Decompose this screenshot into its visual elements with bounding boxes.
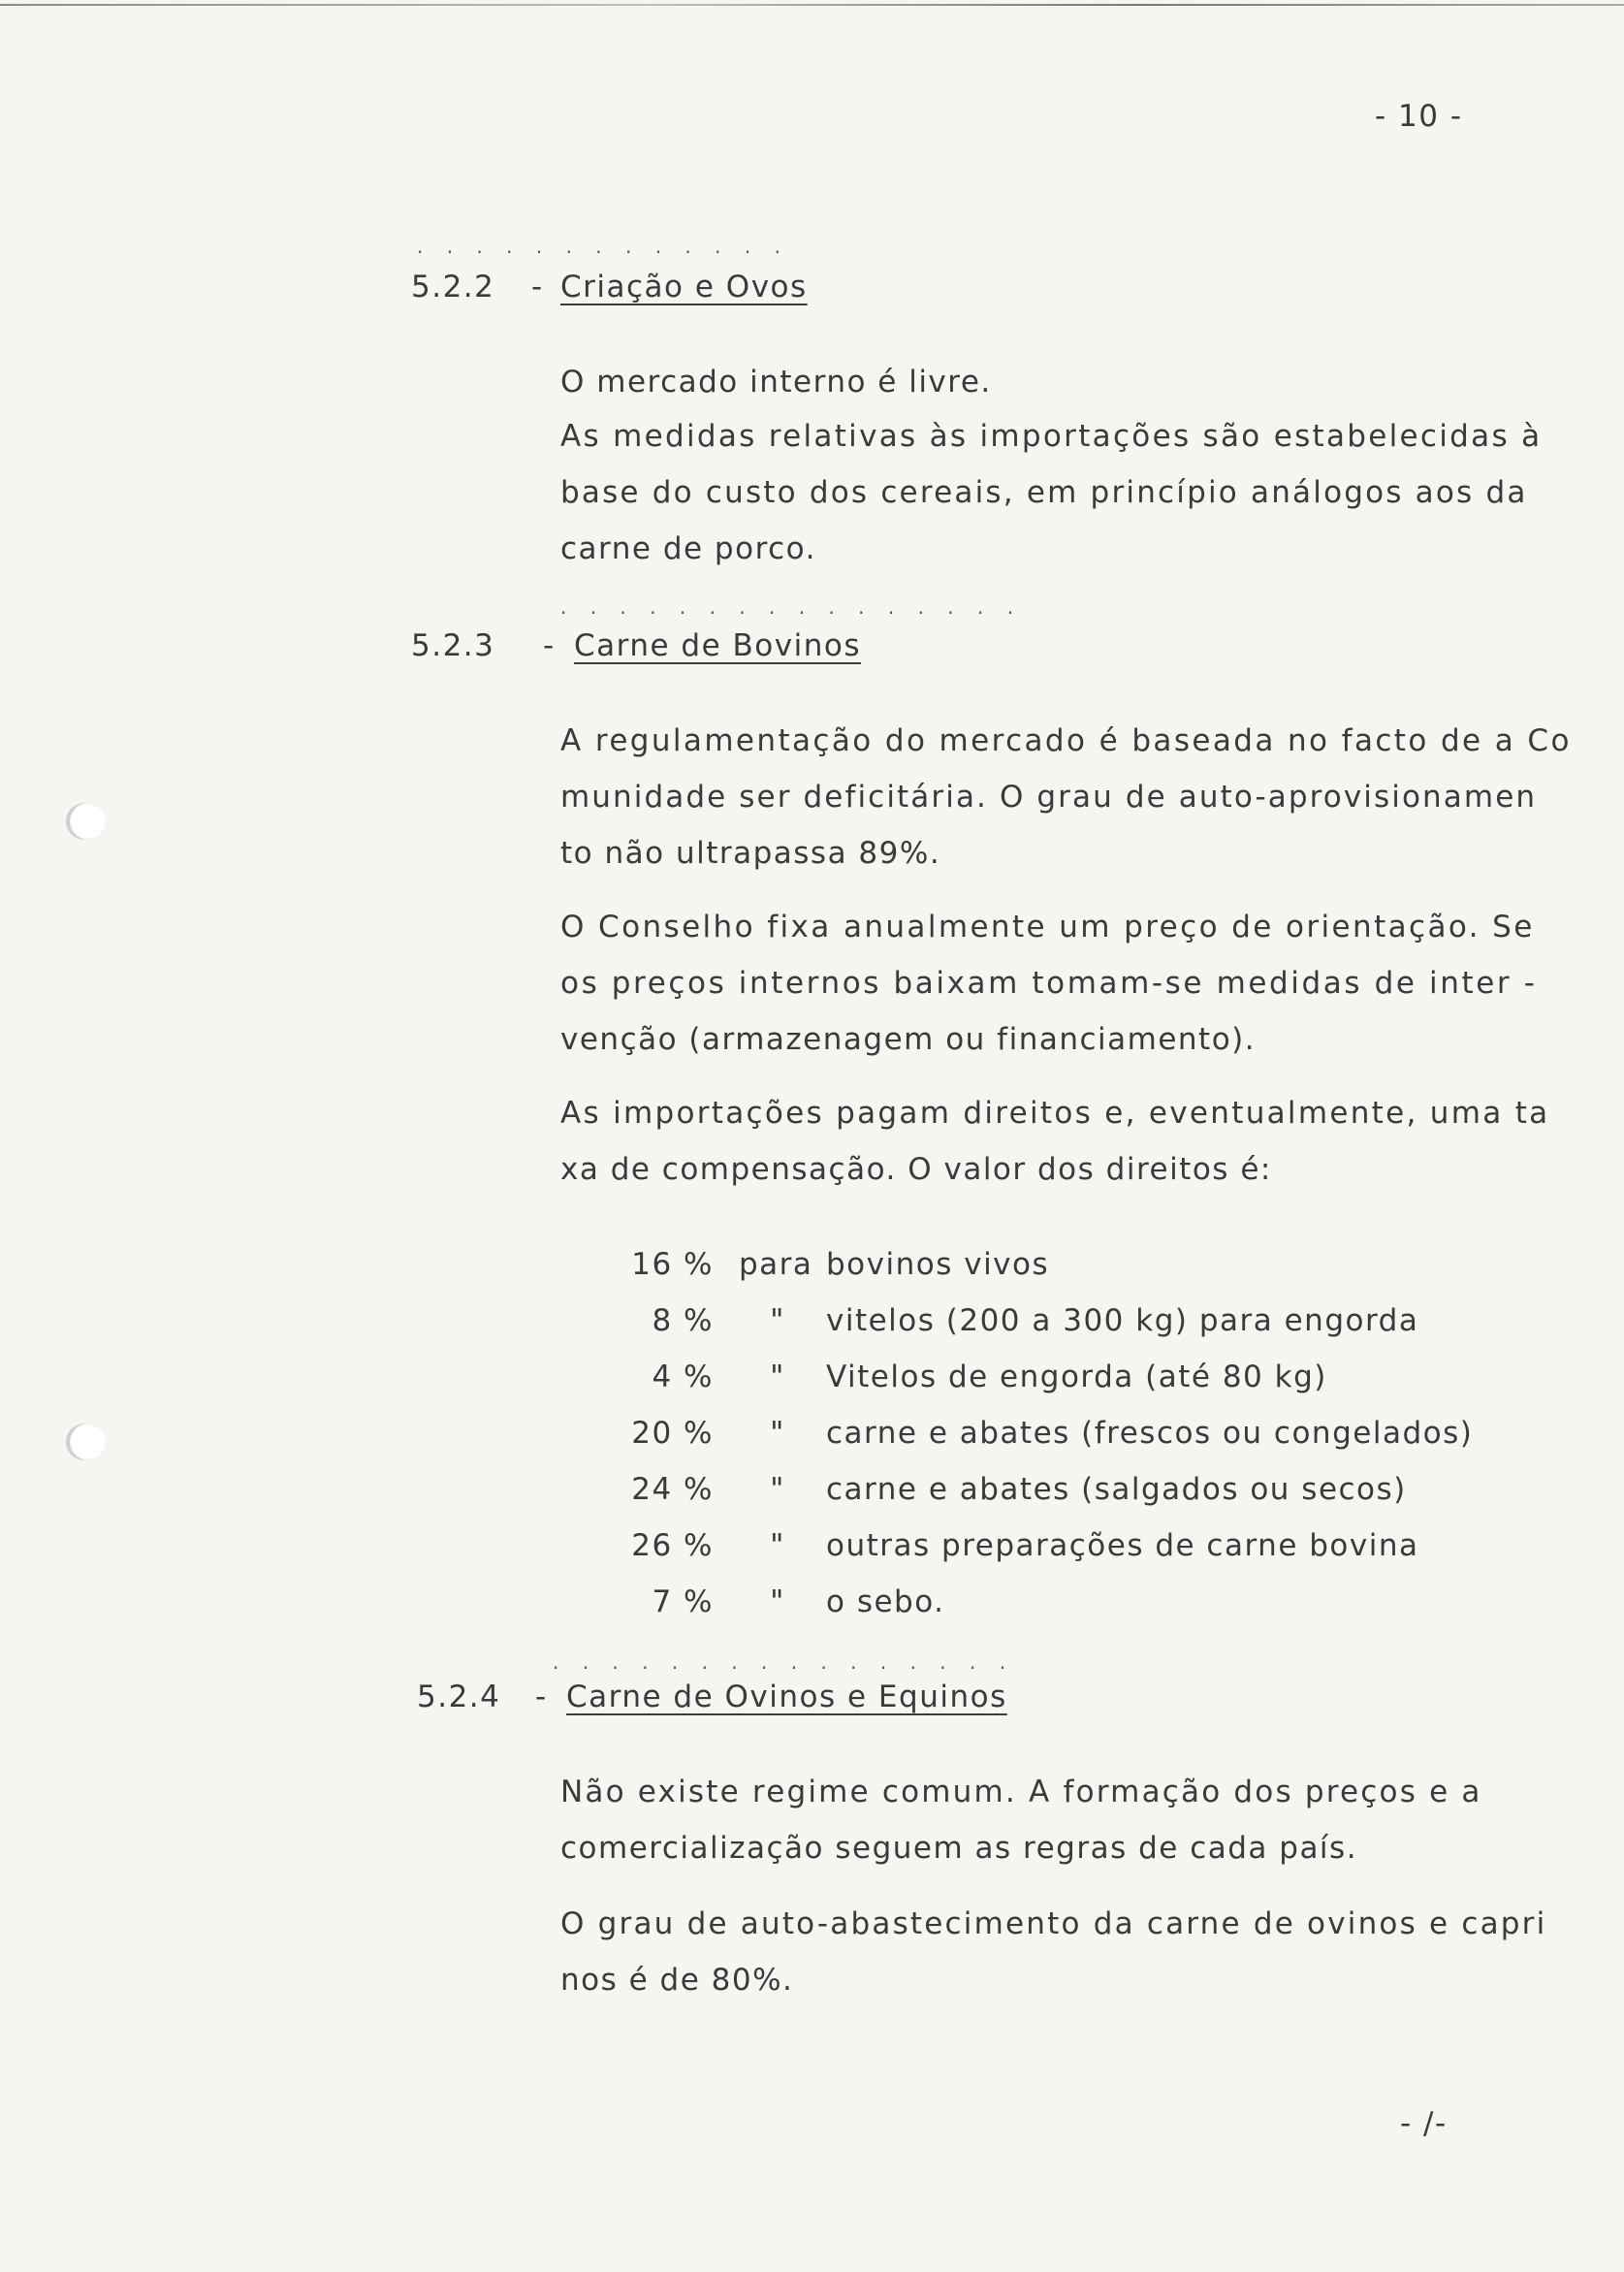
paragraph-line: A regulamentação do mercado é baseada no facto de a Co [560,723,1572,758]
paragraph-line: munidade ser deficitária. O grau de auto-aprovisionamen [560,780,1538,815]
dot-leader: · · · · · · · · · · · · · · · · [553,1656,1015,1680]
dash: - [543,628,556,663]
duty-prefix: para [739,1247,813,1282]
duty-item: Vitelos de engorda (até 80 kg) [826,1360,1327,1394]
duty-rate: 8 % [652,1303,714,1338]
punch-hole [70,803,107,840]
duty-item: bovinos vivos [826,1247,1050,1282]
duty-rate: 4 % [652,1360,714,1394]
dash: - [535,1680,548,1714]
duty-prefix: " [770,1416,785,1451]
section-number: 5.2.3 [411,628,495,663]
paragraph-line: nos é de 80%. [560,1963,794,1998]
paragraph-line: carne de porco. [560,531,816,566]
page-number: - 10 - [1375,99,1463,134]
duty-prefix: " [770,1528,785,1563]
section-title: Carne de Ovinos e Equinos [566,1680,1007,1714]
paragraph-line: base do custo dos cereais, em princípio análogos aos da [560,475,1528,510]
paragraph-line: comercialização seguem as regras de cada país. [560,1831,1358,1866]
paragraph-line: O grau de auto-abastecimento da carne de ovinos e capri [560,1906,1547,1941]
duty-item: vitelos (200 a 300 kg) para engorda [826,1303,1419,1338]
duty-item: carne e abates (salgados ou secos) [826,1472,1407,1507]
duty-rate: 7 % [652,1584,714,1619]
dot-leader: · · · · · · · · · · · · · · · · [560,601,1023,624]
duty-item: o sebo. [826,1584,945,1619]
paragraph-line: to não ultrapassa 89%. [560,836,941,871]
duty-prefix: " [770,1303,785,1338]
section-title: Criação e Ovos [560,270,808,304]
paragraph-line: venção (armazenagem ou financiamento). [560,1022,1257,1057]
section-number: 5.2.4 [417,1680,501,1714]
paragraph-line: As medidas relativas às importações são estabelecidas à [560,419,1543,454]
paragraph-line: O mercado interno é livre. [560,365,992,400]
duty-item: outras preparações de carne bovina [826,1528,1419,1563]
continuation-mark: - /- [1400,2106,1448,2141]
top-edge-line [0,4,1624,6]
duty-prefix: " [770,1584,785,1619]
dot-leader: · · · · · · · · · · · · · [417,240,789,264]
duty-item: carne e abates (frescos ou congelados) [826,1416,1474,1451]
paragraph-line: os preços internos baixam tomam-se medidas de inter - [560,966,1538,1001]
duty-rate: 26 % [631,1528,714,1563]
dash: - [531,270,544,304]
paragraph-line: As importações pagam direitos e, eventualmente, uma ta [560,1096,1550,1131]
section-number: 5.2.2 [411,270,495,304]
paragraph-line: xa de compensação. O valor dos direitos é: [560,1152,1272,1187]
duty-rate: 24 % [631,1472,714,1507]
punch-hole [70,1424,107,1460]
duty-prefix: " [770,1360,785,1394]
duty-rate: 20 % [631,1416,714,1451]
section-title: Carne de Bovinos [574,628,861,663]
duty-rate: 16 % [631,1247,714,1282]
duty-prefix: " [770,1472,785,1507]
paragraph-line: O Conselho fixa anualmente um preço de orientação. Se [560,910,1535,944]
paragraph-line: Não existe regime comum. A formação dos preços e a [560,1775,1482,1809]
